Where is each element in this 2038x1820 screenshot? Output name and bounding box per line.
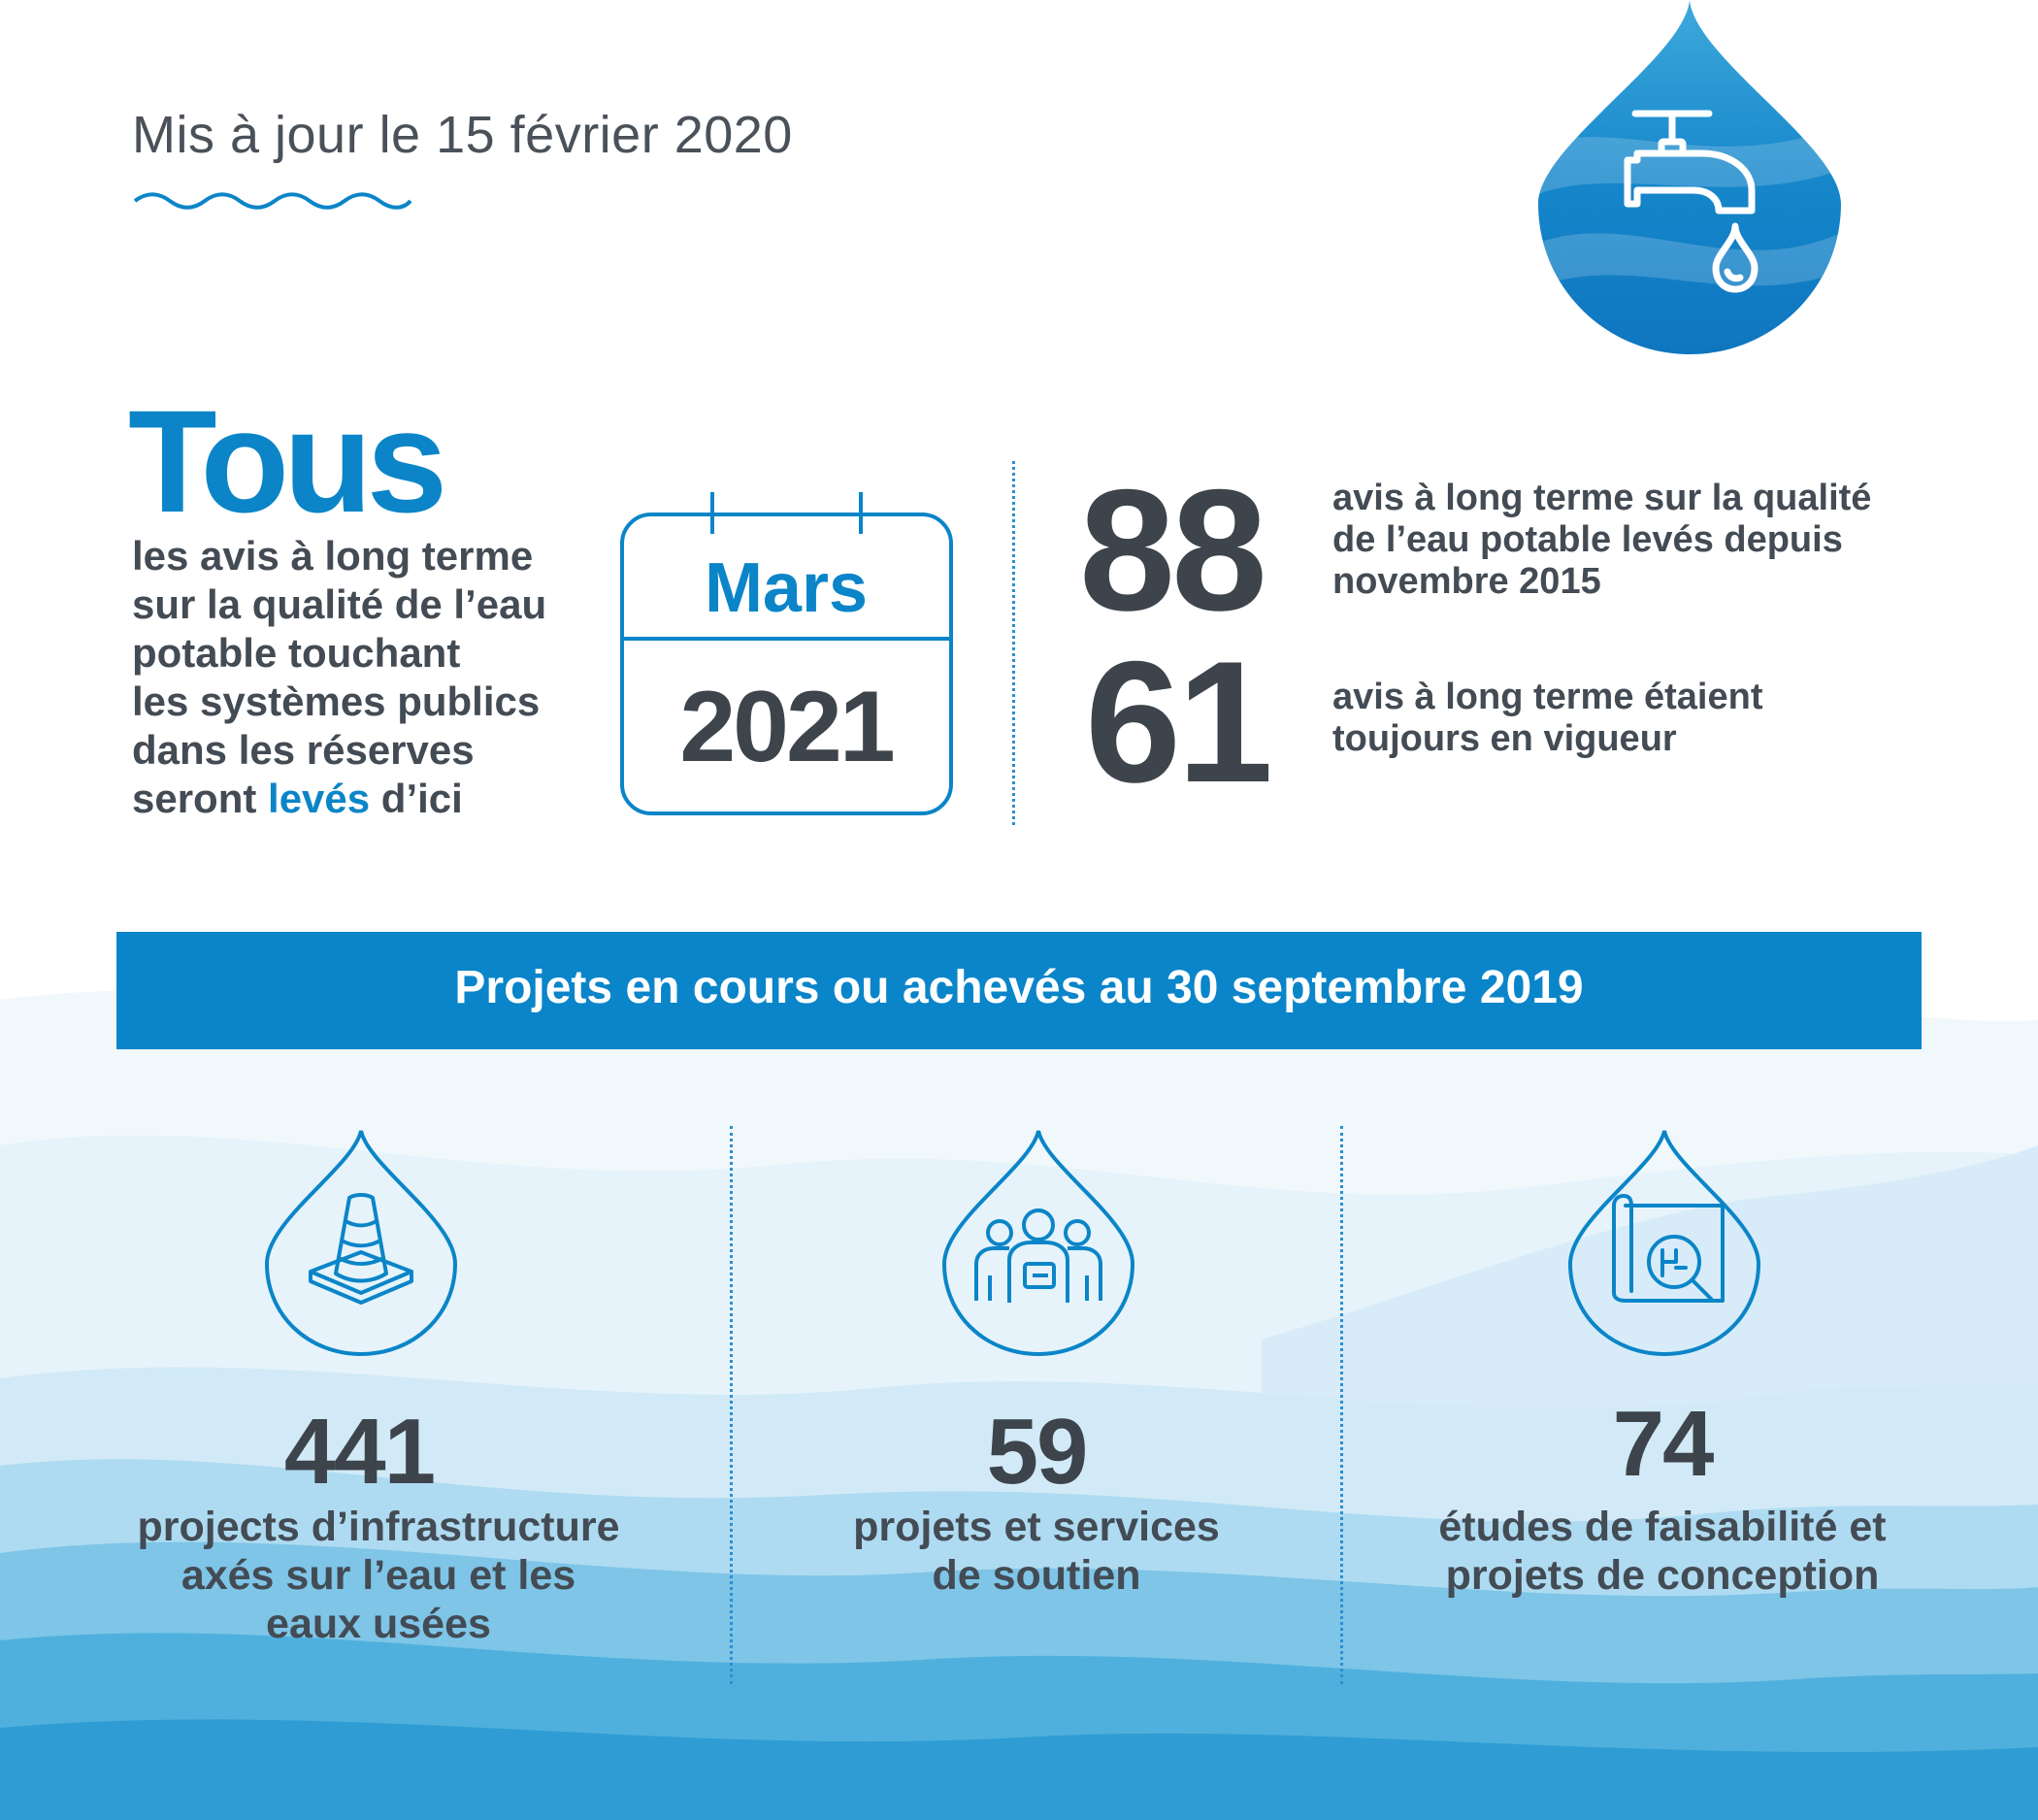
project-line: projects d’infrastructure [137,1504,620,1550]
headline-text: seront [132,776,269,821]
project-line: études de faisabilité et [1438,1504,1887,1550]
projects-banner-title: Projets en cours ou achevés au 30 septembre 2019 [454,962,1584,1013]
stat-line: de l’eau potable levés depuis [1332,519,1843,560]
infrastructure-projects-count: 441 [283,1400,435,1504]
active-advisories-label [1332,677,1954,760]
support-projects-label [745,1503,1328,1600]
infrastructure-projects-label [87,1503,670,1648]
headline-line: les avis à long terme [132,533,534,579]
traffic-cone-icon [264,1128,458,1357]
project-line: eaux usées [266,1601,491,1647]
faucet-drop-icon [1538,0,1841,354]
dotted-divider [730,1126,733,1684]
stat-line: avis à long terme sur la qualité [1332,478,1872,518]
team-icon [941,1128,1135,1357]
updated-date: Mis à jour le 15 février 2020 [132,106,793,164]
dotted-divider [1340,1126,1343,1684]
headline-description [132,532,588,823]
active-advisories-count: 61 [1085,625,1269,818]
headline-line: sur la qualité de l’eau [132,581,547,627]
headline-text: d’ici [370,776,463,821]
headline-highlight: levés [268,776,371,821]
project-line: de soutien [932,1552,1141,1599]
feasibility-studies-label [1371,1503,1954,1600]
stat-line: novembre 2015 [1332,561,1601,602]
calendar-year: 2021 [679,671,893,783]
wave-divider-icon [132,190,413,212]
dotted-divider [1012,461,1015,825]
headline-line [132,775,588,823]
feasibility-studies-count: 74 [1612,1392,1713,1496]
blueprint-search-icon [1567,1128,1761,1357]
calendar-month: Mars [704,549,869,627]
stat-line: toujours en vigueur [1332,718,1677,759]
headline-line: potable touchant [132,630,461,676]
headline-line: dans les réserves [132,727,475,773]
support-projects-count: 59 [986,1400,1087,1504]
lifted-advisories-label [1332,478,1954,603]
stat-line: avis à long terme étaient [1332,677,1763,717]
headline-line: les systèmes publics [132,678,541,724]
headline-all: Tous [128,380,443,543]
project-line: projets et services [853,1504,1220,1550]
project-line: projets de conception [1445,1552,1880,1599]
lifted-advisories-count: 88 [1079,453,1264,646]
project-line: axés sur l’eau et les [181,1552,576,1599]
